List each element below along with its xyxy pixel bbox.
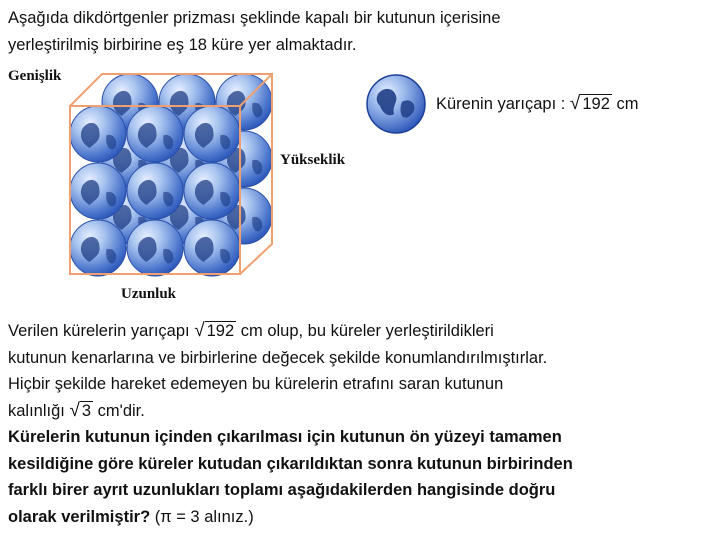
body-line-2: kutunun kenarlarına ve birbirlerine değecek şekilde konumlandırılmıştırlar. [8,348,548,367]
radius-radicand: 192 [582,95,610,113]
body-radicand-3: 3 [81,401,92,420]
question-line-4a: olarak verilmiştir? [8,507,151,526]
sphere-front [70,220,126,276]
height-label: Yükseklik [280,152,346,168]
radius-legend-label: Kürenin yarıçapı : [436,95,566,113]
radius-legend-text [436,94,638,114]
intro-line-2: yerleştirilmiş birbirine eş 18 küre yer almaktadır. [8,36,357,54]
box-of-spheres-figure [0,60,360,318]
question-line-4 [8,508,254,526]
radius-sqrt: √ 192 [569,93,610,114]
sphere-front [184,163,240,219]
front-sphere-layer [70,106,240,276]
body-sqrt-3: √ 3 [69,399,92,421]
intro-line-1: Aşağıda dikdörtgenler prizması şeklinde kapalı bir kutunun içerisine [8,9,501,27]
sphere-front [184,220,240,276]
body-radicand-192: 192 [206,322,235,340]
radius-legend [364,72,638,136]
sphere-front [184,106,240,162]
body-line-1 [8,322,494,340]
body-line-4 [8,399,145,421]
body-line-1b: cm olup, bu küreler yerleştirildikleri [240,322,494,340]
body-line-3: Hiçbir şekilde hareket edemeyen bu kürelerin etrafını saran kutunun [8,375,504,393]
sphere-front [127,106,183,162]
body-line-4b: cm'dir. [97,401,145,420]
globe-icon [364,72,428,136]
body-sqrt-192: √ 192 [194,320,235,341]
question-line-2: kesildiğine göre küreler kutudan çıkarıldıktan sonra kutunun birbirinden [8,454,573,473]
question-line-3: farklı birer ayrıt uzunlukları toplamı aşağıdakilerden hangisinde doğru [8,481,556,499]
problem-text [8,318,708,530]
question-pi-note: (π = 3 alınız.) [154,507,254,526]
sphere-front [127,163,183,219]
width-label: Genişlik [8,68,62,84]
length-label: Uzunluk [121,286,177,302]
body-line-1a: Verilen kürelerin yarıçapı [8,322,190,340]
sphere-front [70,163,126,219]
body-line-4a: kalınlığı [8,401,65,420]
radius-unit: cm [616,95,639,113]
question-line-1: Kürelerin kutunun içinden çıkarılması için kutunun ön yüzeyi tamamen [8,428,562,446]
sphere-front [127,220,183,276]
sphere-front [70,106,126,162]
intro-text [8,5,708,59]
